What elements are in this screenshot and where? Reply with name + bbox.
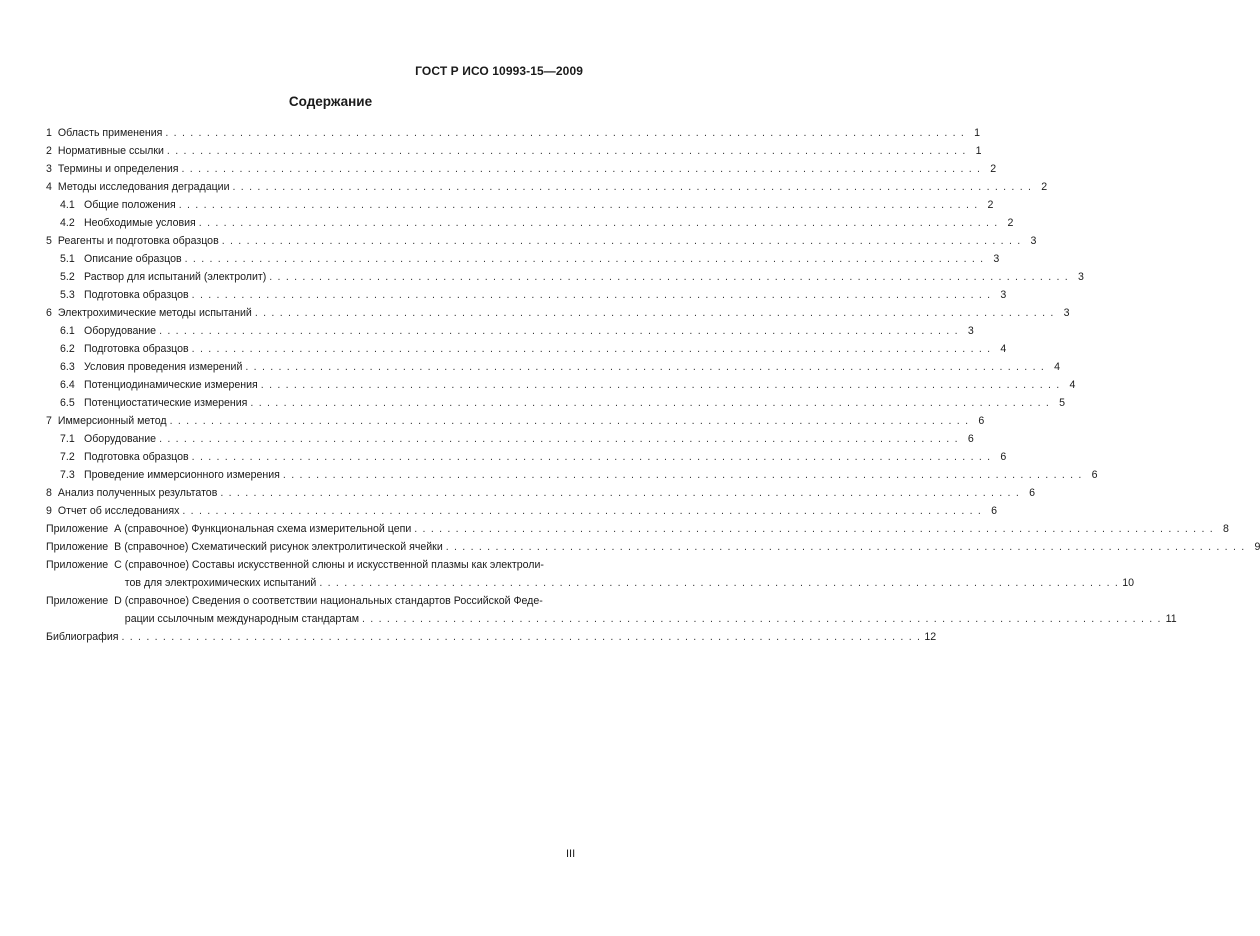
toc-entry-number: 5.2 (60, 271, 75, 283)
toc-entry[interactable] (46, 196, 994, 214)
toc-entry[interactable] (46, 376, 1076, 394)
dot-leader (192, 286, 992, 304)
toc-entry-number: 7.2 (60, 451, 75, 463)
bibliography-page: 12 (924, 631, 937, 643)
toc-entry-label: Потенциостатические измерения (84, 397, 248, 409)
dot-leader (192, 448, 992, 466)
toc-entry-label: Подготовка образцов (84, 343, 189, 355)
toc-entry-label: Подготовка образцов (84, 289, 189, 301)
appendix-heading (46, 556, 125, 592)
appendix-letter: C (114, 559, 122, 571)
toc-entry-page: 3 (967, 325, 974, 337)
toc-entry-label: Подготовка образцов (84, 451, 189, 463)
toc-entry-label: Оборудование (84, 433, 157, 445)
toc-entry-page: 3 (1000, 289, 1007, 301)
appendix-page: 10 (1122, 577, 1134, 589)
toc-entry-label: Необходимые условия (84, 217, 196, 229)
dot-leader (362, 610, 1162, 628)
toc-entry-number: 9 (46, 505, 52, 517)
toc-entry-page: 4 (1069, 379, 1076, 391)
toc-entry-number: 7.3 (60, 469, 75, 481)
appendix-page: 8 (1223, 523, 1229, 535)
toc-entry-label: Раствор для испытаний (электролит) (84, 271, 267, 283)
appendix-title-line: (справочное) Функциональная схема измерительной цепи (124, 523, 412, 535)
dot-leader (245, 358, 1045, 376)
toc-entry-page: 6 (967, 433, 974, 445)
toc-entry-label: Анализ полученных результатов (57, 487, 218, 499)
dot-leader (179, 196, 979, 214)
dot-leader (269, 268, 1069, 286)
dot-leader (283, 466, 1083, 484)
toc-entry-page: 3 (1030, 235, 1037, 247)
toc-entry[interactable] (46, 232, 1037, 250)
dot-leader (182, 502, 982, 520)
appendix-title-line: (справочное) Схематический рисунок электролитической ячейки (124, 541, 443, 553)
toc-entry-label: Проведение иммерсионного измерения (84, 469, 280, 481)
appendix-prefix: Приложение (46, 523, 109, 535)
toc-entry-number: 6.2 (60, 343, 75, 355)
toc-entry-page: 5 (1059, 397, 1066, 409)
toc-entry[interactable] (46, 286, 1007, 304)
toc-entry-label: Реагенты и подготовка образцов (57, 235, 219, 247)
appendix-page: 9 (1254, 541, 1260, 553)
toc-entry-number: 5.3 (60, 289, 75, 301)
page-title: Содержание (288, 94, 373, 109)
bibliography-entry[interactable] (46, 628, 937, 646)
toc-entry[interactable] (46, 142, 982, 160)
dot-leader (233, 178, 1033, 196)
dot-leader (261, 376, 1061, 394)
appendix-title-line: рации ссылочным международным стандартам (124, 613, 360, 625)
toc-entry-page: 2 (990, 163, 997, 175)
toc-entry-number: 5.1 (60, 253, 75, 265)
toc-entry-number: 6.3 (60, 361, 75, 373)
toc-entry-number: 4.2 (60, 217, 75, 229)
appendix-letter: B (114, 541, 122, 553)
dot-leader (185, 250, 985, 268)
appendix-prefix: Приложение (46, 595, 109, 607)
toc-entry-label: Описание образцов (84, 253, 182, 265)
toc-entry-label: Иммерсионный метод (57, 415, 167, 427)
toc-entry[interactable] (46, 394, 1066, 412)
toc-entry-label: Оборудование (84, 325, 157, 337)
toc-entry[interactable] (46, 160, 997, 178)
toc-entry[interactable] (46, 304, 1070, 322)
toc-entry[interactable] (46, 214, 1014, 232)
toc-entry-page: 6 (1029, 487, 1035, 499)
appendix-heading (46, 520, 124, 538)
dot-leader (182, 160, 982, 178)
dot-leader (121, 628, 921, 646)
toc-entry-label: Нормативные ссылки (57, 145, 164, 157)
toc-entry-number: 4.1 (60, 199, 75, 211)
toc-entry-page: 6 (978, 415, 985, 427)
dot-leader (159, 322, 959, 340)
toc-entry-number: 6.5 (60, 397, 75, 409)
toc-entry[interactable] (46, 358, 1061, 376)
toc-entry[interactable] (46, 250, 1000, 268)
toc-entry-page: 2 (987, 199, 994, 211)
toc-entry[interactable] (46, 448, 1007, 466)
toc-entry-label: Отчет об исследованиях (57, 505, 180, 517)
dot-leader (159, 430, 959, 448)
bibliography-label: Библиография (46, 631, 119, 643)
toc-entry-number: 6 (46, 307, 52, 319)
page-number: III (566, 848, 576, 860)
appendix-entry[interactable] (46, 520, 1229, 538)
toc-entry[interactable] (46, 484, 1035, 502)
appendix-entry[interactable] (46, 592, 1177, 628)
toc-entry-page: 1 (974, 127, 981, 139)
appendix-page: 11 (1165, 613, 1177, 625)
toc-entry[interactable] (46, 268, 1084, 286)
toc-entry-label: Общие положения (84, 199, 176, 211)
toc-entry-number: 4 (46, 181, 52, 193)
appendix-heading (46, 538, 124, 556)
toc-entry-page: 3 (993, 253, 1000, 265)
appendix-title-line: тов для электрохимических испытаний (124, 577, 317, 589)
dot-leader (222, 232, 1022, 250)
toc-entry-label: Термины и определения (57, 163, 179, 175)
toc-entry-number: 2 (46, 145, 52, 157)
toc-entry-label: Условия проведения измерений (84, 361, 243, 373)
appendix-title-line: (справочное) Составы искусственной слюны и искусственной плазмы как электроли- (124, 559, 544, 571)
toc-entry-number: 8 (46, 487, 52, 499)
appendix-title-line: (справочное) Сведения о соответствии национальных стандартов Российской Феде- (124, 595, 543, 607)
toc-entry-number: 1 (46, 127, 52, 139)
toc-entry-number: 7.1 (60, 433, 75, 445)
dot-leader (414, 520, 1214, 538)
toc-entry[interactable] (46, 466, 1098, 484)
toc-entry[interactable] (46, 340, 1007, 358)
toc-entry[interactable] (46, 430, 974, 448)
toc-entry-number: 6.1 (60, 325, 75, 337)
toc-entry[interactable] (46, 178, 1048, 196)
toc-entry-page: 6 (991, 505, 998, 517)
toc-entry-number: 7 (46, 415, 52, 427)
toc-entry-page: 6 (1091, 469, 1098, 481)
toc-entry-page: 1 (975, 145, 982, 157)
dot-leader (167, 142, 967, 160)
appendix-entry[interactable] (46, 556, 1134, 592)
toc-entry-label: Потенциодинамические измерения (84, 379, 258, 391)
toc-entry-page: 2 (1007, 217, 1014, 229)
toc-entry-label: Методы исследования деградации (57, 181, 230, 193)
toc-entry-number: 6.4 (60, 379, 75, 391)
toc-entry-label: Электрохимические методы испытаний (57, 307, 252, 319)
appendix-letter: D (114, 595, 122, 607)
toc-entry-number: 5 (46, 235, 52, 247)
toc-entry-page: 4 (1000, 343, 1007, 355)
table-of-contents (46, 124, 1260, 646)
toc-entry-label: Область применения (57, 127, 163, 139)
toc-entry[interactable] (46, 412, 985, 430)
document-code: ГОСТ Р ИСО 10993-15—2009 (415, 64, 583, 78)
dot-leader (446, 538, 1246, 556)
dot-leader (220, 484, 1020, 502)
dot-leader (165, 124, 965, 142)
appendix-heading (46, 592, 125, 628)
toc-entry[interactable] (46, 322, 974, 340)
toc-entry-page: 4 (1054, 361, 1061, 373)
appendix-prefix: Приложение (46, 541, 109, 553)
dot-leader (199, 214, 999, 232)
dot-leader (170, 412, 970, 430)
toc-entry-page: 6 (1000, 451, 1007, 463)
toc-entry-page: 2 (1041, 181, 1048, 193)
toc-entry-page: 3 (1078, 271, 1084, 283)
toc-entry[interactable] (46, 124, 981, 142)
dot-leader (250, 394, 1050, 412)
dot-leader (192, 340, 992, 358)
dot-leader (319, 574, 1119, 592)
toc-entry-number: 3 (46, 163, 52, 175)
appendix-entry[interactable] (46, 538, 1260, 556)
appendix-letter: A (114, 523, 122, 535)
toc-entry-page: 3 (1063, 307, 1070, 319)
appendix-prefix: Приложение (46, 559, 109, 571)
toc-entry[interactable] (46, 502, 998, 520)
dot-leader (255, 304, 1055, 322)
